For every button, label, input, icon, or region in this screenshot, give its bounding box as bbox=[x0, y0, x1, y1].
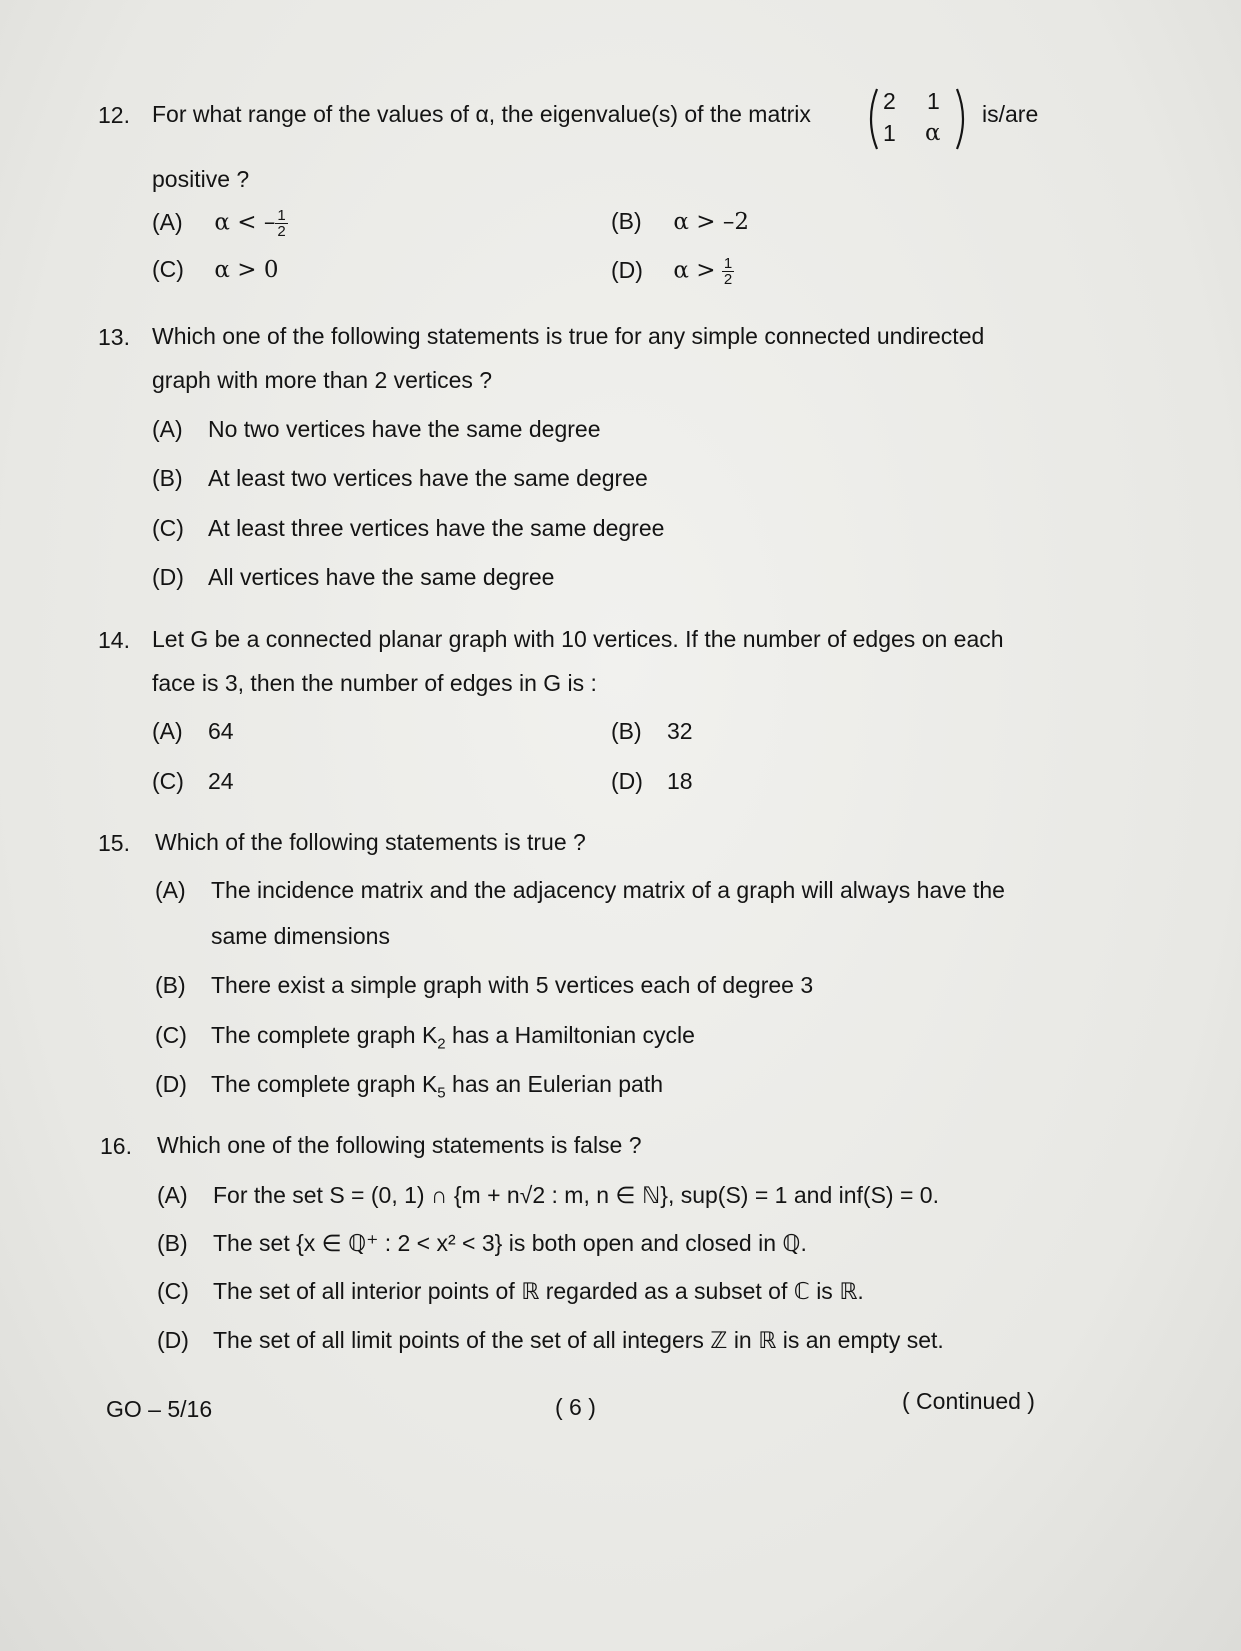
q14-option-b: (B) 32 bbox=[611, 718, 693, 744]
q12-matrix bbox=[865, 86, 969, 152]
q15-number: 15. bbox=[98, 830, 130, 856]
q16-number: 16. bbox=[100, 1133, 132, 1159]
q15-option-a: (A) The incidence matrix and the adjacency matrix of a graph will always have the bbox=[155, 877, 1005, 903]
q12-option-c: (C) α > 0 bbox=[152, 256, 279, 283]
q12-text-before: For what range of the values of α, the eigenvalue(s) of the matrix bbox=[152, 101, 811, 127]
q13-option-d: (D) All vertices have the same degree bbox=[152, 564, 555, 590]
q12-number: 12. bbox=[98, 102, 130, 128]
q12-option-a: (A) α < – $\frac{1}{2}$ bbox=[152, 207, 286, 240]
matrix-parentheses bbox=[865, 86, 969, 152]
q16-line1: Which one of the following statements is false ? bbox=[157, 1132, 642, 1158]
q14-option-d: (D) 18 bbox=[611, 768, 693, 794]
q14-number: 14. bbox=[98, 627, 130, 653]
q12-option-d: (D) α > $\frac{1}{2}$ bbox=[611, 255, 733, 288]
q12-text-line2: positive ? bbox=[152, 166, 250, 192]
q14-option-a: (A) 64 bbox=[152, 718, 234, 744]
q15-option-b: (B) There exist a simple graph with 5 vertices each of degree 3 bbox=[155, 972, 814, 998]
q14-option-c: (C) 24 bbox=[152, 768, 234, 794]
q13-option-b: (B) At least two vertices have the same degree bbox=[152, 465, 648, 491]
q15-option-d: (D) The complete graph $K_5$ has an Eulerian path bbox=[155, 1071, 664, 1102]
matrix-c: 1 bbox=[883, 120, 896, 146]
q16-option-a: (A) For the set S = (0, 1) ∩ {m + n√2 : m, n ∈ ℕ}, sup(S) = 1 and inf(S) = 0. bbox=[157, 1182, 939, 1208]
footer-code: GO – 5/16 bbox=[106, 1396, 213, 1422]
q13-option-a: (A) No two vertices have the same degree bbox=[152, 416, 601, 442]
q15-option-a-line2: same dimensions bbox=[211, 923, 390, 949]
q16-option-d: (D) The set of all limit points of the set of all integers ℤ in ℝ is an empty set. bbox=[157, 1327, 944, 1353]
q12-text-after: is/are bbox=[982, 101, 1039, 127]
footer-page-number: ( 6 ) bbox=[555, 1394, 596, 1420]
q15-line1: Which of the following statements is true ? bbox=[155, 829, 586, 855]
q13-line2: graph with more than 2 vertices ? bbox=[152, 367, 493, 393]
q14-line1: Let G be a connected planar graph with 10 vertices. If the number of edges on each bbox=[152, 626, 1004, 652]
q13-number: 13. bbox=[98, 324, 130, 350]
matrix-b: 1 bbox=[927, 88, 940, 114]
q16-option-b: (B) The set {x ∈ ℚ⁺ : 2 < x² < 3} is both open and closed in ℚ. bbox=[157, 1230, 807, 1256]
q12-option-b: (B) α > –2 bbox=[611, 208, 749, 235]
q14-line2: face is 3, then the number of edges in G is : bbox=[152, 670, 597, 696]
matrix-a: 2 bbox=[883, 88, 896, 114]
q13-option-c: (C) At least three vertices have the same degree bbox=[152, 515, 665, 541]
q13-line1: Which one of the following statements is true for any simple connected undirected bbox=[152, 323, 985, 349]
q12-text bbox=[152, 100, 811, 128]
q15-option-c: (C) The complete graph $K_2$ has a Hamiltonian cycle bbox=[155, 1022, 695, 1053]
matrix-d: α bbox=[925, 120, 941, 146]
q16-option-c: (C) The set of all interior points of ℝ regarded as a subset of ℂ is ℝ. bbox=[157, 1278, 864, 1304]
footer-continued: ( Continued ) bbox=[902, 1388, 1035, 1414]
